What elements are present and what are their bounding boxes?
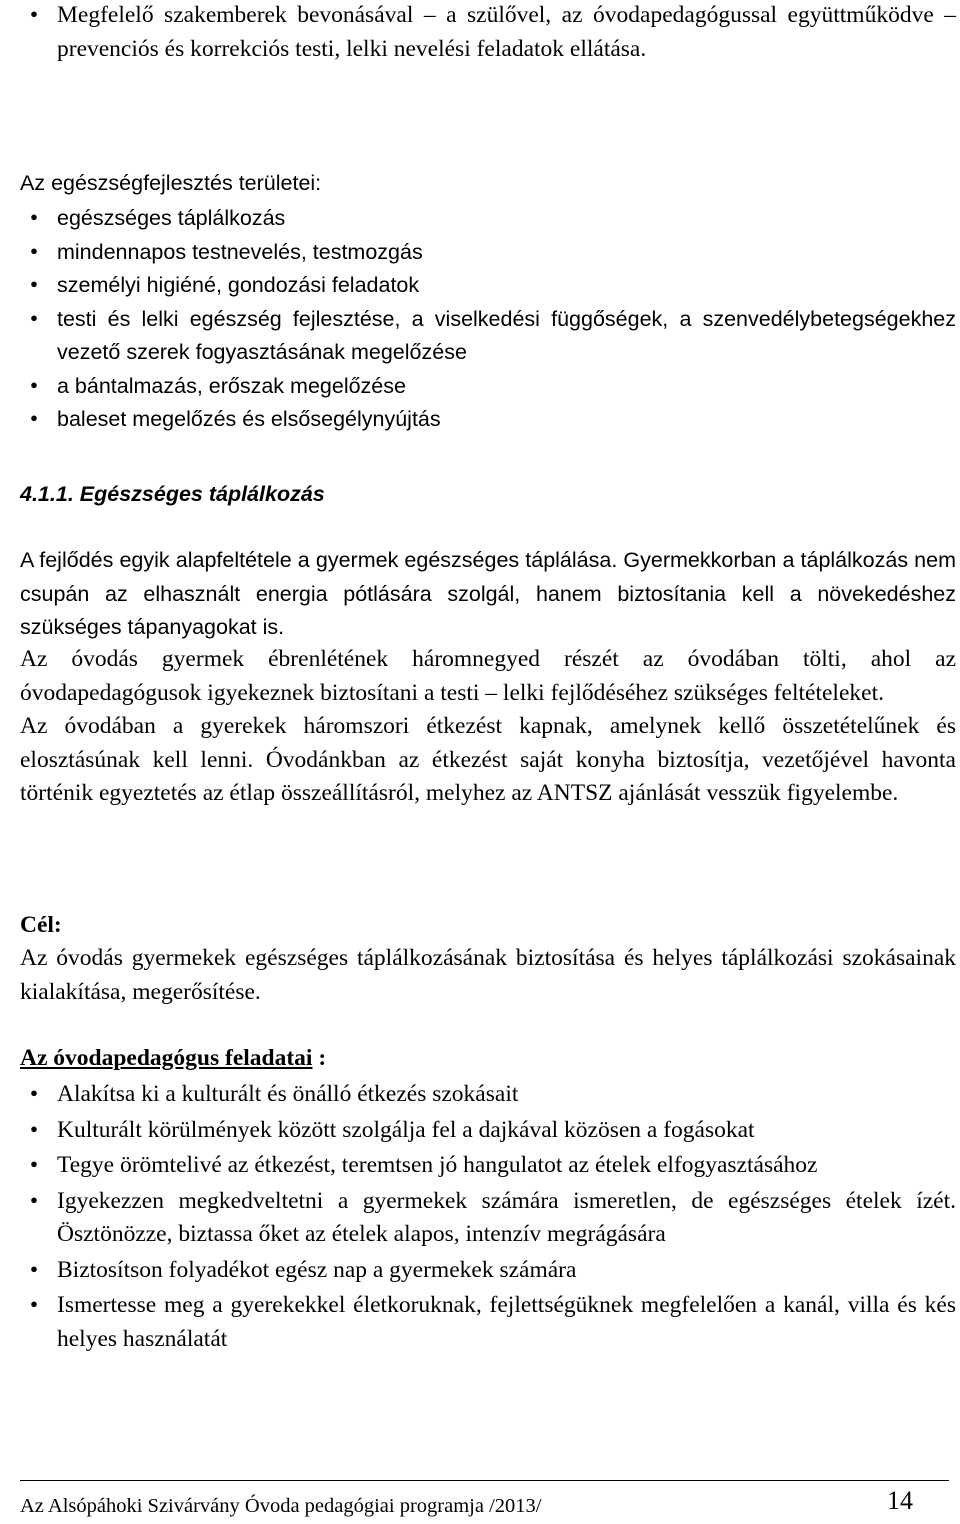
bullet-icon: • bbox=[29, 205, 39, 231]
page-number: 14 bbox=[887, 1486, 913, 1515]
list-item bbox=[20, 303, 956, 370]
list-item bbox=[20, 1254, 956, 1288]
paragraph: Az óvodás gyermek ébrenlétének háromnegyed részét az óvodában tölti, ahol az óvodapedagógusok igyekeznek biztosítani a testi – lelki fejlődéséhez szükséges feltételeket. bbox=[20, 646, 956, 706]
list-item-text: Igyekezzen megkedveltetni a gyermekek számára ismeretlen, de egészséges ételek ízét. Ösztönözze, biztassa őket az ételek alapos, intenzív megrágására bbox=[57, 1187, 956, 1247]
list-item bbox=[20, 1078, 956, 1112]
list-item-text: személyi higiéné, gondozási feladatok bbox=[57, 273, 420, 297]
section-heading: 4.1.1. Egészséges táplálkozás bbox=[20, 482, 325, 506]
tasks-title-suffix: : bbox=[312, 1045, 327, 1071]
list-item bbox=[20, 1114, 956, 1148]
bullet-icon: • bbox=[29, 272, 39, 298]
bullet-icon: • bbox=[29, 2, 39, 28]
list-item bbox=[20, 269, 956, 303]
list-item bbox=[20, 0, 956, 66]
bullet-icon: • bbox=[29, 372, 39, 399]
bullet-icon: • bbox=[29, 406, 39, 432]
goal-label: Cél: bbox=[20, 912, 62, 938]
list-item-text: Tegye örömtelivé az étkezést, teremtsen jó hangulatot az ételek elfogyasztásához bbox=[57, 1152, 818, 1178]
areas-list bbox=[20, 202, 956, 437]
list-item-text: Megfelelő szakemberek bevonásával – a szülővel, az óvodapedagógussal együttműködve – prevenciós és korrekciós testi, lelki nevelési feladatok ellátása. bbox=[57, 2, 956, 62]
paragraph: Az óvodában a gyerekek háromszori étkezést kapnak, amelynek kellő összetételűnek és elosztásúnak kell lenni. Óvodánkban az étkezést saját konyha biztosítja, vezetőjével havonta történik egyeztetés az étlap összeállításról, melyhez az ANTSZ ajánlását vesszük figyelembe. bbox=[20, 713, 956, 806]
list-item-text: Ismertesse meg a gyerekekkel életkoruknak, fejlettségüknek megfelelően a kanál, villa és kés helyes használatát bbox=[57, 1292, 956, 1352]
bullet-icon: • bbox=[29, 1152, 39, 1178]
list-item-text: baleset megelőzés és elsősegélynyújtás bbox=[57, 407, 441, 431]
list-item bbox=[20, 403, 956, 437]
bullet-icon: • bbox=[29, 1256, 39, 1283]
bullet-icon: • bbox=[29, 305, 39, 332]
bullet-icon: • bbox=[29, 1116, 39, 1143]
list-item-text: Alakítsa ki a kulturált és önálló étkezés szokásait bbox=[57, 1081, 519, 1107]
list-item-text: Biztosítson folyadékot egész nap a gyermekek számára bbox=[57, 1256, 577, 1283]
list-item-text: testi és lelki egészség fejlesztése, a viselkedési függőségek, a szenvedélybetegségekhez vezető szerek fogyasztásának megelőzése bbox=[57, 306, 956, 364]
tasks-list bbox=[20, 1078, 956, 1356]
list-item bbox=[20, 1289, 956, 1356]
tasks-title-text: Az óvodapedagógus feladatai bbox=[20, 1045, 313, 1071]
list-item-text: egészséges táplálkozás bbox=[57, 206, 286, 230]
list-item bbox=[20, 236, 956, 270]
footer-divider bbox=[20, 1480, 949, 1481]
list-item bbox=[20, 370, 956, 404]
section-body bbox=[20, 643, 956, 811]
section-body bbox=[20, 544, 956, 645]
list-item bbox=[20, 202, 956, 236]
list-item bbox=[20, 1149, 956, 1183]
list-item bbox=[20, 1185, 956, 1252]
list-item-text: a bántalmazás, erőszak megelőzése bbox=[57, 373, 406, 398]
goal-text: Az óvodás gyermekek egészséges táplálkozásának biztosítása és helyes táplálkozási szokásainak kialakítása, megerősítése. bbox=[20, 945, 956, 1005]
areas-title: Az egészségfejlesztés területei: bbox=[20, 171, 322, 195]
bullet-icon: • bbox=[29, 238, 39, 265]
bullet-icon: • bbox=[29, 1292, 39, 1318]
list-item-text: Kulturált körülmények között szolgálja fel a dajkával közösen a fogásokat bbox=[57, 1116, 755, 1143]
bullet-icon: • bbox=[29, 1081, 39, 1107]
list-item-text: mindennapos testnevelés, testmozgás bbox=[57, 239, 423, 264]
tasks-title bbox=[20, 1042, 326, 1076]
footer-text: Az Alsópáhoki Szivárvány Óvoda pedagógiai programja /2013/ bbox=[20, 1495, 542, 1517]
top-bullet-list bbox=[20, 0, 956, 66]
paragraph: A fejlődés egyik alapfeltétele a gyermek egészséges táplálása. Gyermekkorban a táplálkozás nem csupán az elhasznált energia pótlására szolgál, hanem biztosítania kell a növekedéshez szükséges tápanyagokat is. bbox=[20, 548, 956, 639]
bullet-icon: • bbox=[29, 1187, 39, 1214]
